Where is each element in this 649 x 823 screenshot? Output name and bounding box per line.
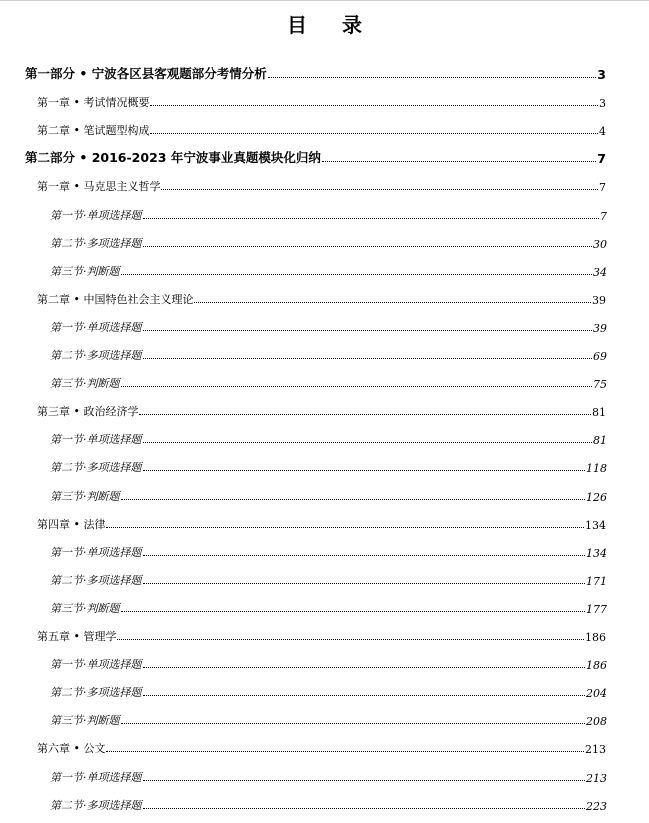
toc-entry-page-number: 177 bbox=[586, 602, 607, 616]
toc-entry-title: 第一部分 • 宁波各区县客观题部分考情分析 bbox=[25, 66, 267, 81]
toc-section-entry[interactable] bbox=[50, 373, 607, 391]
dot-leader bbox=[150, 105, 598, 106]
dot-leader bbox=[143, 780, 586, 781]
toc-entry-title: 第三章 • 政治经济学 bbox=[37, 405, 139, 419]
page-title: 目 录 bbox=[287, 13, 376, 37]
toc-entry-page-number: 134 bbox=[585, 518, 606, 532]
toc-entry-page-number: 134 bbox=[586, 546, 607, 560]
toc-part-entry[interactable] bbox=[25, 148, 606, 166]
toc-entry-page-number: 204 bbox=[586, 687, 607, 701]
toc-chapter-entry[interactable] bbox=[37, 738, 606, 756]
toc-entry-page-number: 118 bbox=[586, 462, 607, 476]
toc-entry-page-number: 3 bbox=[599, 97, 606, 111]
toc-section-entry[interactable] bbox=[50, 457, 607, 475]
toc-entry-title: 第一章 • 马克思主义哲学 bbox=[37, 180, 161, 194]
toc-section-entry[interactable] bbox=[50, 570, 607, 588]
dot-leader bbox=[194, 302, 591, 303]
top-divider bbox=[0, 0, 649, 1]
toc-entry-title: 第一节·单项选择题 bbox=[50, 320, 142, 334]
toc-entry-page-number: 81 bbox=[592, 406, 606, 420]
toc-entry-page-number: 7 bbox=[600, 209, 607, 223]
dot-leader bbox=[121, 611, 586, 612]
toc-entry-page-number: 213 bbox=[585, 743, 606, 757]
dot-leader bbox=[143, 442, 593, 443]
toc-chapter-entry[interactable] bbox=[37, 401, 606, 419]
toc-entry-page-number: 7 bbox=[599, 181, 606, 195]
toc-entry-page-number: 186 bbox=[586, 659, 607, 673]
toc-entry-page-number: 75 bbox=[593, 378, 607, 392]
toc-entry-page-number: 3 bbox=[597, 67, 606, 82]
toc-entry-page-number: 208 bbox=[586, 715, 607, 729]
toc-entry-title: 第二节·多项选择题 bbox=[50, 573, 142, 587]
dot-leader bbox=[322, 161, 596, 162]
dot-leader bbox=[161, 189, 598, 190]
dot-leader bbox=[143, 218, 600, 219]
toc-entry-page-number: 4 bbox=[599, 125, 606, 139]
toc-entry-title: 第三节·判断题 bbox=[50, 377, 120, 391]
dot-leader bbox=[117, 639, 584, 640]
toc-section-entry[interactable] bbox=[50, 767, 607, 785]
toc-chapter-entry[interactable] bbox=[37, 626, 606, 644]
toc-section-entry[interactable] bbox=[50, 486, 607, 504]
toc-entry-title: 第六章 • 公文 bbox=[37, 742, 106, 756]
dot-leader bbox=[143, 330, 593, 331]
toc-section-entry[interactable] bbox=[50, 261, 607, 279]
dot-leader bbox=[150, 133, 598, 134]
dot-leader bbox=[121, 499, 586, 500]
dot-leader bbox=[143, 358, 593, 359]
toc-entry-page-number: 69 bbox=[593, 350, 607, 363]
toc-chapter-entry[interactable] bbox=[37, 289, 606, 307]
dot-leader bbox=[143, 583, 586, 584]
dot-leader bbox=[121, 723, 586, 724]
toc-chapter-entry[interactable] bbox=[37, 92, 606, 110]
toc-entry-page-number: 39 bbox=[592, 293, 606, 307]
toc-entry-title: 第五章 • 管理学 bbox=[37, 630, 117, 643]
toc-entry-title: 第二节·多项选择题 bbox=[50, 686, 142, 700]
dot-leader bbox=[268, 77, 597, 78]
toc-section-entry[interactable] bbox=[50, 795, 607, 813]
toc-section-entry[interactable] bbox=[50, 710, 607, 728]
dot-leader bbox=[143, 246, 593, 247]
toc-entry-title: 第二章 • 中国特色社会主义理论 bbox=[37, 292, 194, 306]
toc-section-entry[interactable] bbox=[50, 682, 607, 700]
toc-entry-title: 第一节·单项选择题 bbox=[50, 545, 142, 559]
toc-entry-page-number: 39 bbox=[593, 321, 607, 335]
toc-entry-title: 第一节·单项选择题 bbox=[50, 208, 142, 222]
toc-section-entry[interactable] bbox=[50, 345, 607, 363]
toc-entry-page-number: 7 bbox=[597, 151, 606, 167]
toc-entry-title: 第二节·多项选择题 bbox=[50, 236, 142, 250]
toc-section-entry[interactable] bbox=[50, 429, 607, 447]
toc-section-entry[interactable] bbox=[50, 654, 607, 672]
toc-entry-title: 第一节·单项选择题 bbox=[50, 770, 142, 784]
toc-entry-title: 第二节·多项选择题 bbox=[50, 349, 142, 362]
toc-section-entry[interactable] bbox=[50, 542, 607, 560]
dot-leader bbox=[143, 667, 586, 668]
dot-leader bbox=[139, 414, 591, 415]
toc-entry-page-number: 213 bbox=[586, 771, 607, 785]
toc-part-entry[interactable] bbox=[25, 64, 606, 82]
toc-entry-page-number: 171 bbox=[586, 574, 607, 588]
toc-entry-title: 第四章 • 法律 bbox=[37, 517, 106, 531]
toc-entry-title: 第二部分 • 2016-2023 年宁波事业真题模块化归纳 bbox=[25, 150, 321, 166]
toc-entry-page-number: 223 bbox=[586, 799, 607, 813]
toc-section-entry[interactable] bbox=[50, 317, 607, 335]
dot-leader bbox=[143, 470, 586, 471]
dot-leader bbox=[143, 808, 586, 809]
toc-section-entry[interactable] bbox=[50, 598, 607, 616]
toc-entry-title: 第二章 • 笔试题型构成 bbox=[37, 124, 150, 138]
toc-entry-page-number: 186 bbox=[585, 631, 606, 644]
toc-entry-page-number: 34 bbox=[593, 265, 607, 279]
toc-section-entry[interactable] bbox=[50, 205, 607, 223]
toc-entry-title: 第三节·判断题 bbox=[50, 601, 120, 615]
dot-leader bbox=[121, 274, 593, 275]
toc-entry-title: 第一节·单项选择题 bbox=[50, 433, 142, 447]
toc-entry-title: 第三节·判断题 bbox=[50, 489, 120, 503]
toc-entry-title: 第二节·多项选择题 bbox=[50, 461, 142, 475]
dot-leader bbox=[121, 386, 593, 387]
toc-entry-page-number: 126 bbox=[586, 490, 607, 504]
toc-section-entry[interactable] bbox=[50, 233, 607, 251]
toc-entry-title: 第一章 • 考试情况概要 bbox=[37, 96, 150, 110]
dot-leader bbox=[106, 751, 584, 752]
toc-chapter-entry[interactable] bbox=[37, 120, 606, 138]
toc-entry-page-number: 81 bbox=[593, 434, 607, 448]
toc-entry-page-number: 30 bbox=[593, 237, 607, 251]
toc-entry-title: 第一节·单项选择题 bbox=[50, 658, 142, 672]
toc-entry-title: 第三节·判断题 bbox=[50, 264, 120, 278]
toc-chapter-entry[interactable] bbox=[37, 514, 606, 532]
dot-leader bbox=[106, 527, 584, 528]
dot-leader bbox=[143, 555, 586, 556]
toc-entry-title: 第二节·多项选择题 bbox=[50, 798, 142, 812]
toc-entry-title: 第三节·判断题 bbox=[50, 714, 120, 728]
dot-leader bbox=[143, 695, 586, 696]
toc-chapter-entry[interactable] bbox=[37, 176, 606, 194]
